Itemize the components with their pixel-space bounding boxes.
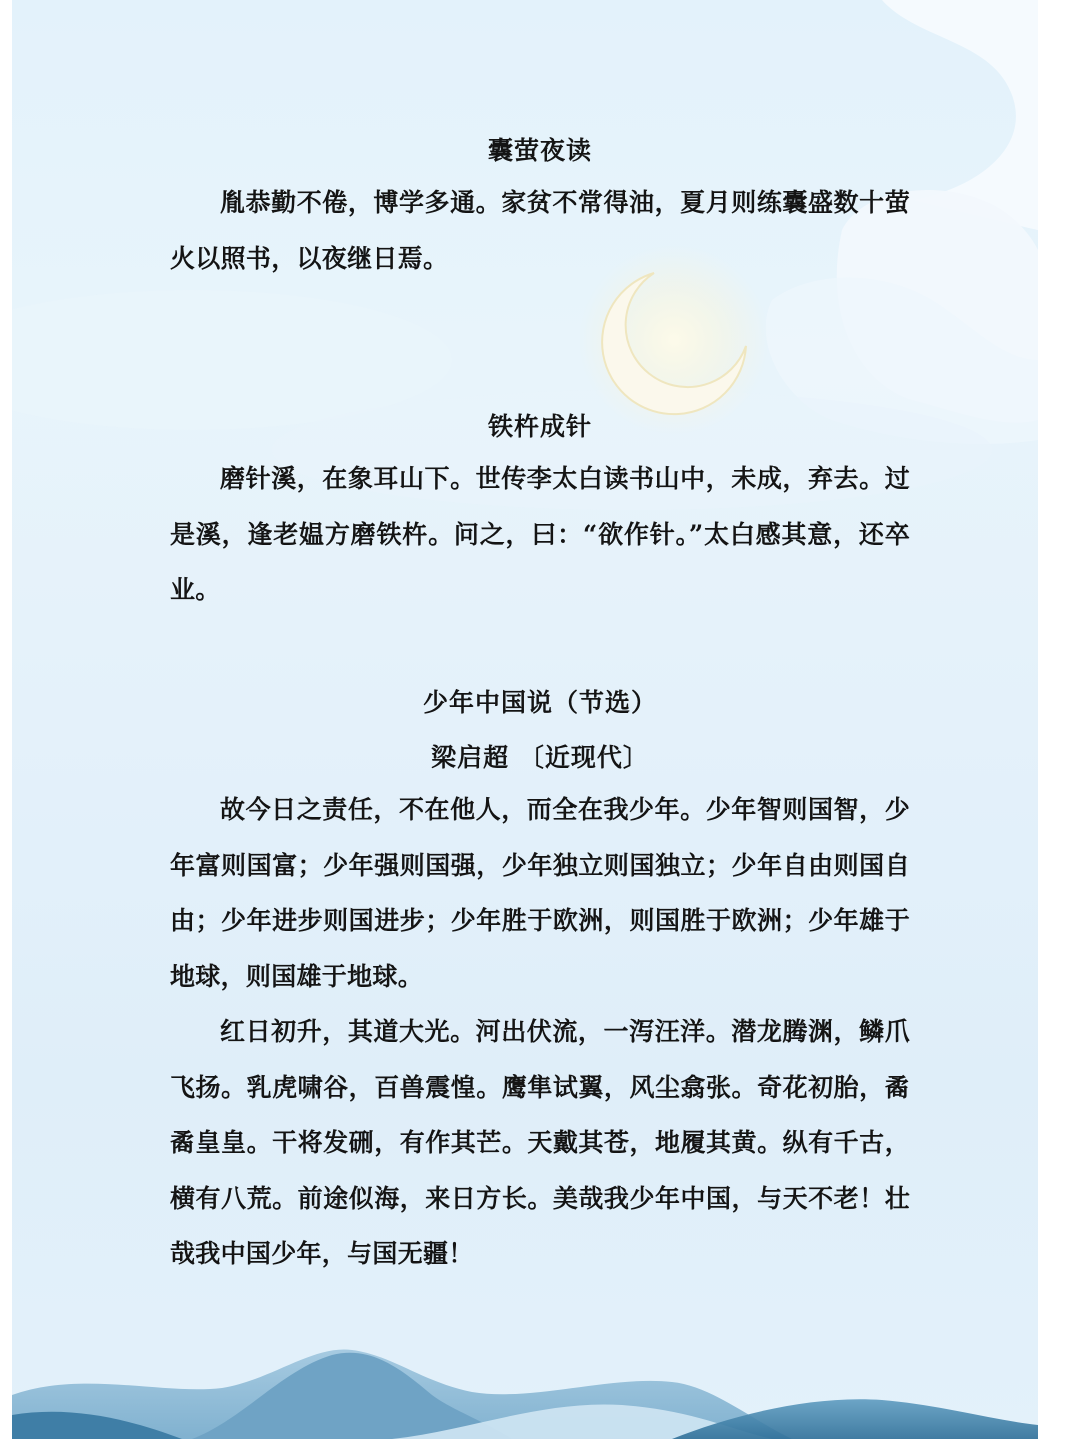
section-paragraph: 红日初升，其道大光。河出伏流，一泻汪洋。潜龙腾渊，鳞爪飞扬。乳虎啸谷，百兽震惶。鹰隼试翼，风尘翕张。奇花初胎，矞矞皇皇。干将发硎，有作其芒。天戴其苍，地履其黄。纵有千古，横有八荒。前途似海，来日方长。美哉我少年中国，与天不老！壮哉我中国少年，与国无疆！ [170, 1017, 910, 1268]
section-author: 梁启超 〔近现代〕 [431, 743, 649, 772]
section-paragraph: 故今日之责任，不在他人，而全在我少年。少年智则国智，少年富则国富；少年强则国强，少年独立则国独立；少年自由则国自由；少年进步则国进步；少年胜于欧洲，则国胜于欧洲；少年雄于地球，则国雄于地球。 [170, 795, 910, 991]
section-paragraph: 胤恭勤不倦，博学多通。家贫不常得油，夏月则练囊盛数十萤火以照书，以夜继日焉。 [170, 188, 910, 273]
section-title: 铁杵成针 [487, 412, 592, 441]
section-title: 少年中国说（节选） [422, 688, 657, 717]
section-paragraph: 磨针溪，在象耳山下。世传李太白读书山中，未成，弃去。过是溪，逢老媪方磨铁杵。问之，曰：“欲作针。”太白感其意，还卒业。 [170, 464, 910, 604]
section-title: 囊萤夜读 [487, 136, 592, 165]
